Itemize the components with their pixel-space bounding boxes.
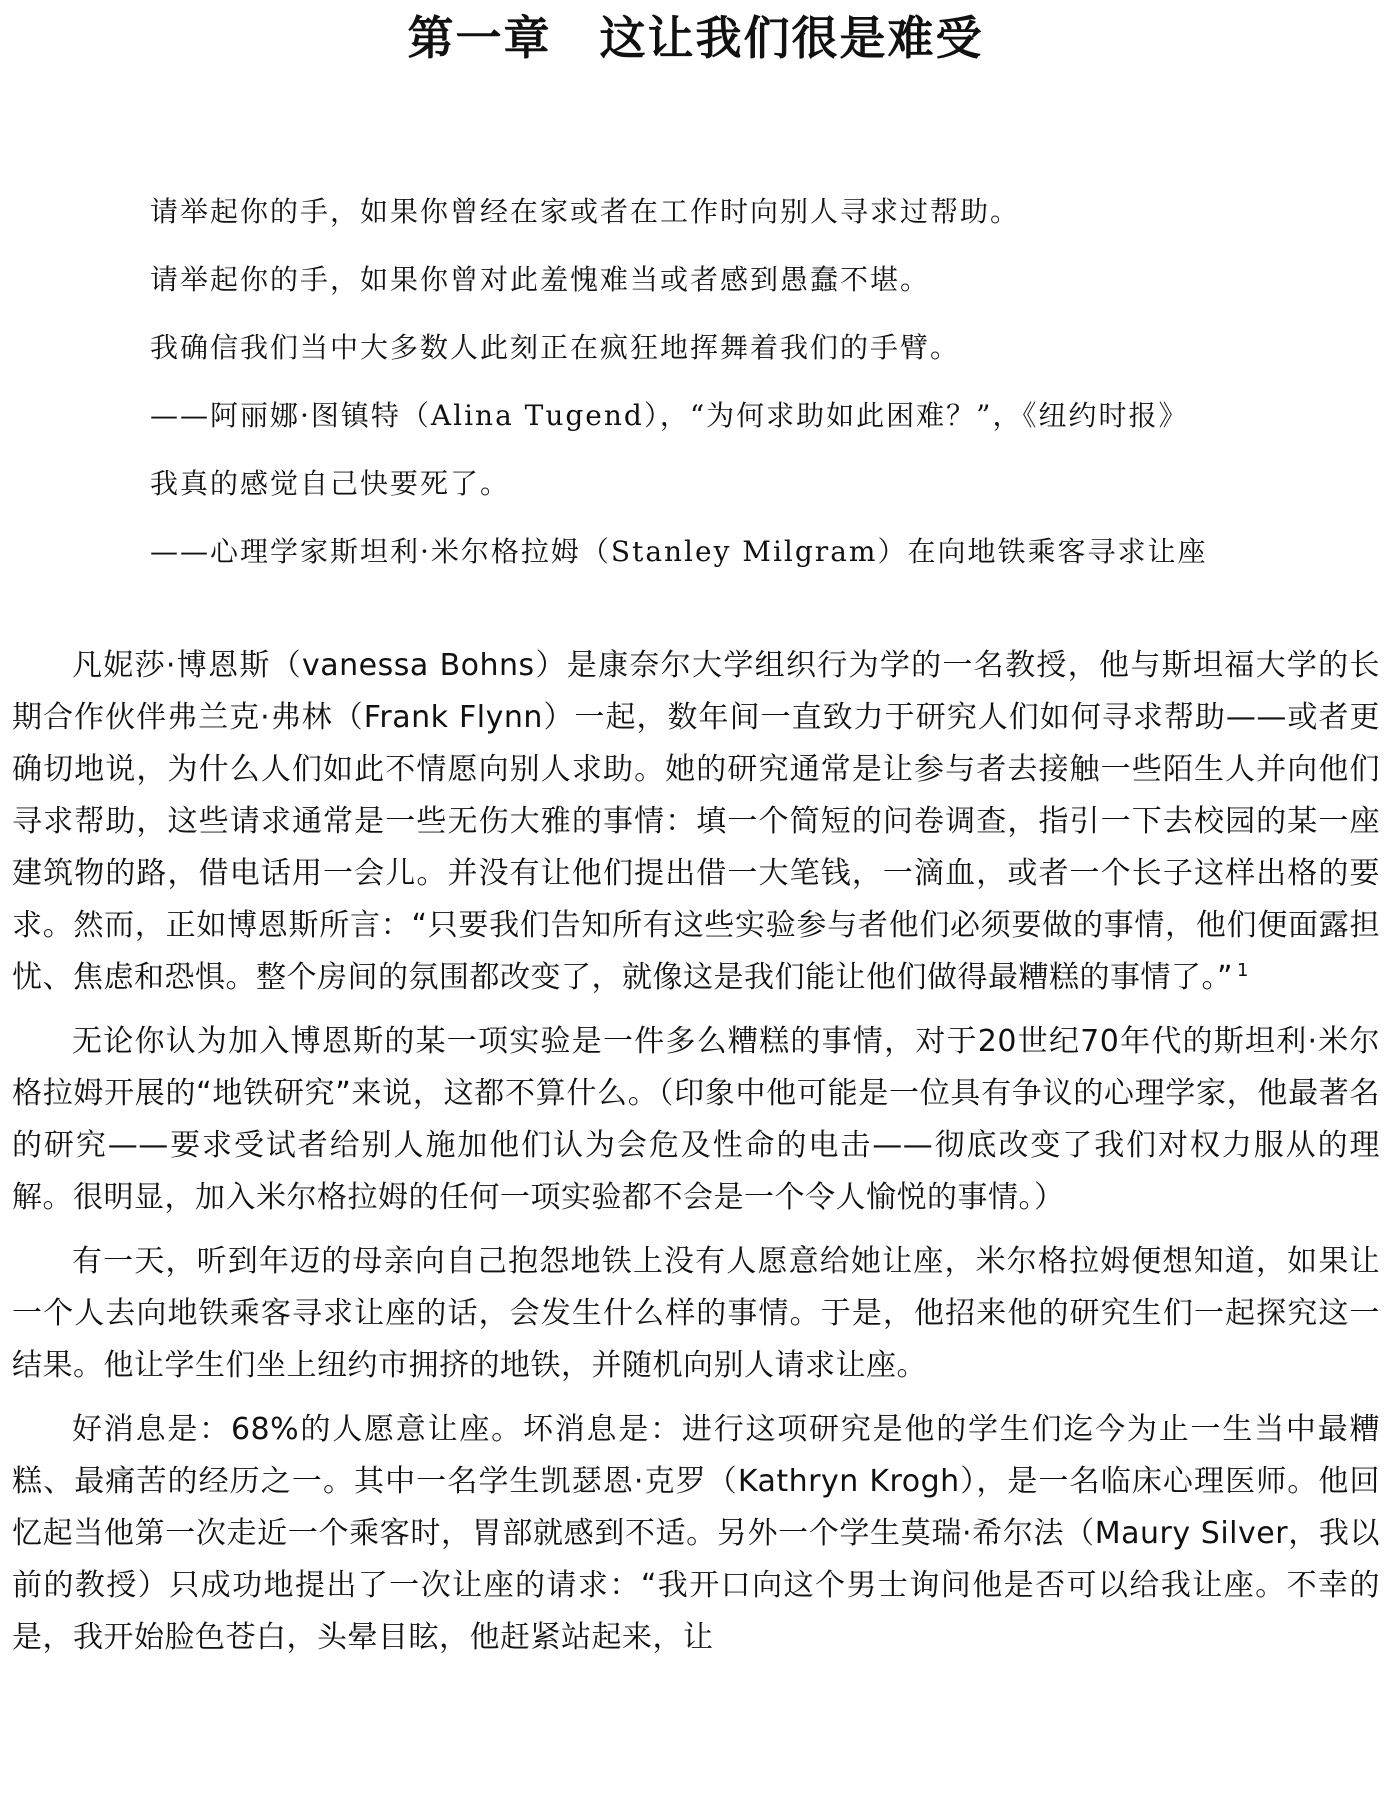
footnote-marker[interactable]: 1 — [1237, 960, 1249, 981]
paragraph-text: 凡妮莎·博恩斯（vanessa Bohns）是康奈尔大学组织行为学的一名教授，他与斯坦福大学的长期合作伙伴弗兰克·弗林（Frank Flynn）一起，数年间一直致力于研究人们如何寻求帮助——或者更确切地说，为什么人们如此不情愿向别人求助。她的研究通常是让参与者去接触一些陌生人并向他们寻求帮助，这些请求通常是一些无伤大雅的事情：填一个简短的问卷调查，指引一下去校园的某一座建筑物的路，借电话用一会儿。并没有让他们提出借一大笔钱，一滴血，或者一个长子这样出格的要求。然而，正如博恩斯所言：“只要我们告知所有这些实验参与者他们必须要做的事情，他们便面露担忧、焦虑和恐惧。整个房间的氛围都改变了，就像这是我们能让他们做得最糟糕的事情了。” — [12, 648, 1380, 995]
epigraph-attribution: ——阿丽娜·图镇特（Alina Tugend），“为何求助如此困难？”，《纽约时报》 — [150, 399, 1189, 432]
epigraph-line: 请举起你的手，如果你曾对此羞愧难当或者感到愚蠢不堪。 — [150, 263, 931, 296]
body-paragraph: 无论你认为加入博恩斯的某一项实验是一件多么糟糕的事情，对于20世纪70年代的斯坦利·米尔格拉姆开展的“地铁研究”来说，这都不算什么。（印象中他可能是一位具有争议的心理学家，他最著名的研究——要求受试者给别人施加他们认为会危及性命的电击——彻底改变了我们对权力服从的理解。很明显，加入米尔格拉姆的任何一项实验都不会是一个令人愉悦的事情。） — [12, 1024, 1380, 1215]
chapter-title: 第一章 这让我们很是难受 — [407, 11, 984, 65]
epigraph — [150, 178, 1330, 586]
body-paragraph: 好消息是：68%的人愿意让座。坏消息是：进行这项研究是他的学生们迄今为止一生当中最糟糕、最痛苦的经历之一。其中一名学生凯瑟恩·克罗（Kathryn Krogh），是一名临床心理医师。他回忆起当他第一次走近一个乘客时，胃部就感到不适。另外一个学生莫瑞·希尔法（Maury Silver，我以前的教授）只成功地提出了一次让座的请求：“我开口向这个男士询问他是否可以给我让座。不幸的是，我开始脸色苍白，头晕目眩，他赶紧站起来，让 — [12, 1412, 1380, 1655]
body-paragraph — [12, 640, 1380, 1004]
epigraph-line: 我真的感觉自己快要死了。 — [150, 467, 511, 500]
body-paragraph: 有一天，听到年迈的母亲向自己抱怨地铁上没有人愿意给她让座，米尔格拉姆便想知道，如果让一个人去向地铁乘客寻求让座的话，会发生什么样的事情。于是，他招来他的研究生们一起探究这一结果。他让学生们坐上纽约市拥挤的地铁，并随机向别人请求让座。 — [12, 1244, 1380, 1383]
body-text — [12, 640, 1380, 1676]
epigraph-line: 请举起你的手，如果你曾经在家或者在工作时向别人寻求过帮助。 — [150, 195, 1021, 228]
epigraph-line: 我确信我们当中大多数人此刻正在疯狂地挥舞着我们的手臂。 — [150, 331, 961, 364]
epigraph-attribution: ——心理学家斯坦利·米尔格拉姆（Stanley Milgram）在向地铁乘客寻求让座 — [150, 535, 1208, 568]
